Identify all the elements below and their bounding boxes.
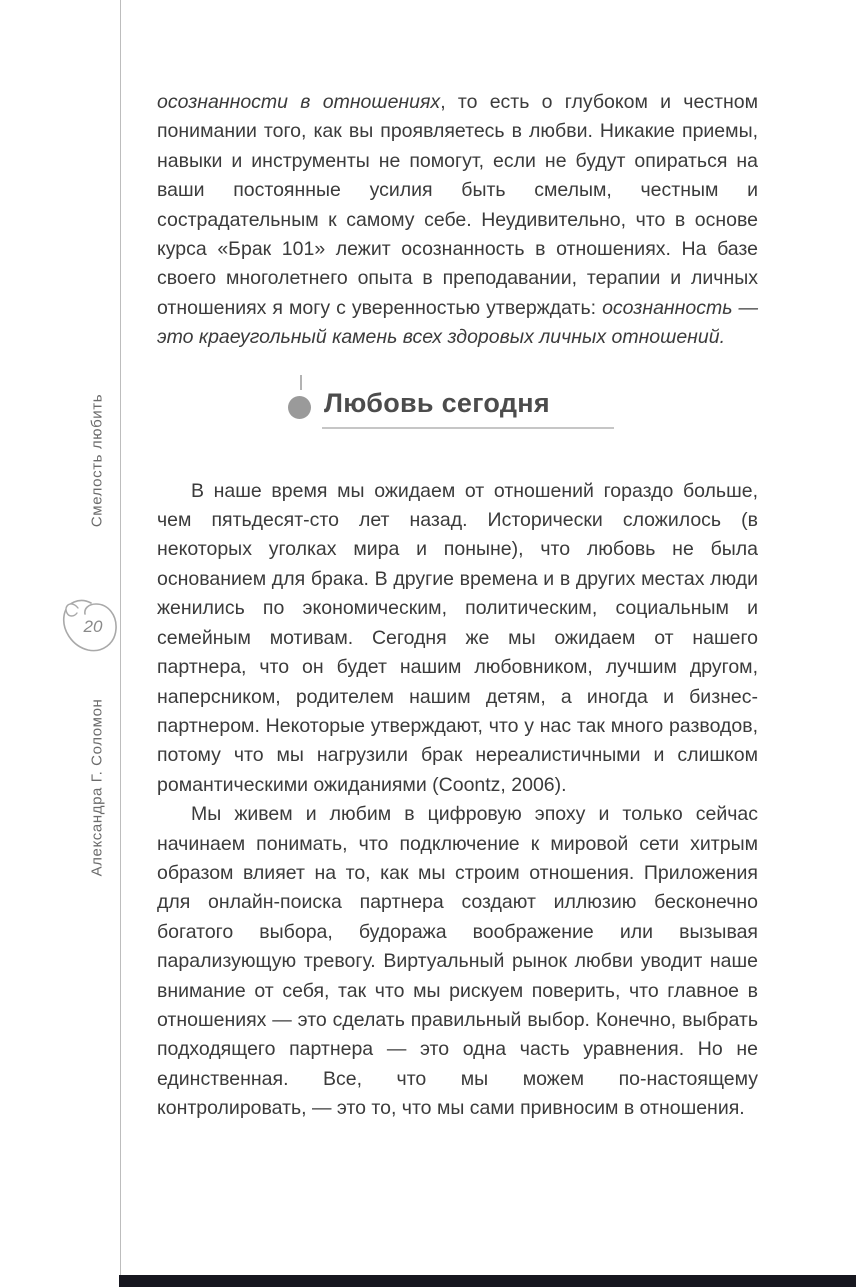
paragraph-2: В наше время мы ожидаем от отношений гораздо больше, чем пятьдесят-сто лет назад. Исторически сложилось (в некоторых уголках мира и поныне), что любовь не была основанием для брака. В другие времена и в других местах люди женились по экономическим, политическим, социальным и семейным мотивам. Сегодня же мы ожидаем от нашего партнера, что он будет нашим любовником, лучшим другом, наперсником, родителем нашим детям, а иногда и бизнес-партнером. Некоторые утверждают, что у нас так много разводов, потому что мы нагрузили брак нереалистичными и слишком романтическими ожиданиями (Coontz, 2006). (157, 479, 758, 796)
heading-tick-mark (300, 375, 302, 390)
paragraph-1-italic-lead: осознанности в отношениях (157, 91, 441, 113)
paragraph-1-italic-tail: осознанность — это краеугольный камень всех здоровых личных отношений. (157, 296, 758, 349)
paragraph-1 (157, 88, 758, 353)
main-text-column (157, 88, 758, 1124)
heading-bullet-icon (288, 396, 311, 419)
page-number: 20 (83, 617, 103, 636)
paragraph-3: Мы живем и любим в цифровую эпоху и только сейчас начинаем понимать, что подключение к мировой сети хитрым образом влияет на то, как мы строим отношения. Приложения для онлайн-поиска партнера создают иллюзию бесконечно богатого выбора, будоража воображение или вызывая парализующую тревогу. Виртуальный рынок любви уводит наше внимание от себя, так что мы рискуем поверить, что главное в отношениях — это сделать правильный выбор. Конечно, выбрать подходящего партнера — это одна часть уравнения. Но не единственная. Все, что мы можем по-настоящему контролировать, — это то, что мы сами привносим в отношения. (157, 803, 758, 1120)
page-number-badge (58, 596, 122, 658)
heading-underline (322, 427, 614, 429)
paragraph-1-body: , то есть о глубоком и честном понимании того, как вы проявляетесь в любви. Никакие приемы, навыки и инструменты не помогут, если не будут опираться на ваши постоянные усилия быть смелым, честным и сострадательным к самому себе. Неудивительно, что в основе курса «Брак 101» лежит осознанность в отношениях. На базе своего многолетнего опыта в преподавании, терапии и личных отношениях я могу с уверенностью утверждать: (157, 91, 758, 319)
running-title: Смелость любить (88, 393, 106, 528)
footer-bar (119, 1275, 856, 1287)
section-heading-block (157, 377, 758, 451)
author-name: Александра Г. Соломон (88, 698, 106, 877)
section-heading: Любовь сегодня (324, 387, 550, 418)
